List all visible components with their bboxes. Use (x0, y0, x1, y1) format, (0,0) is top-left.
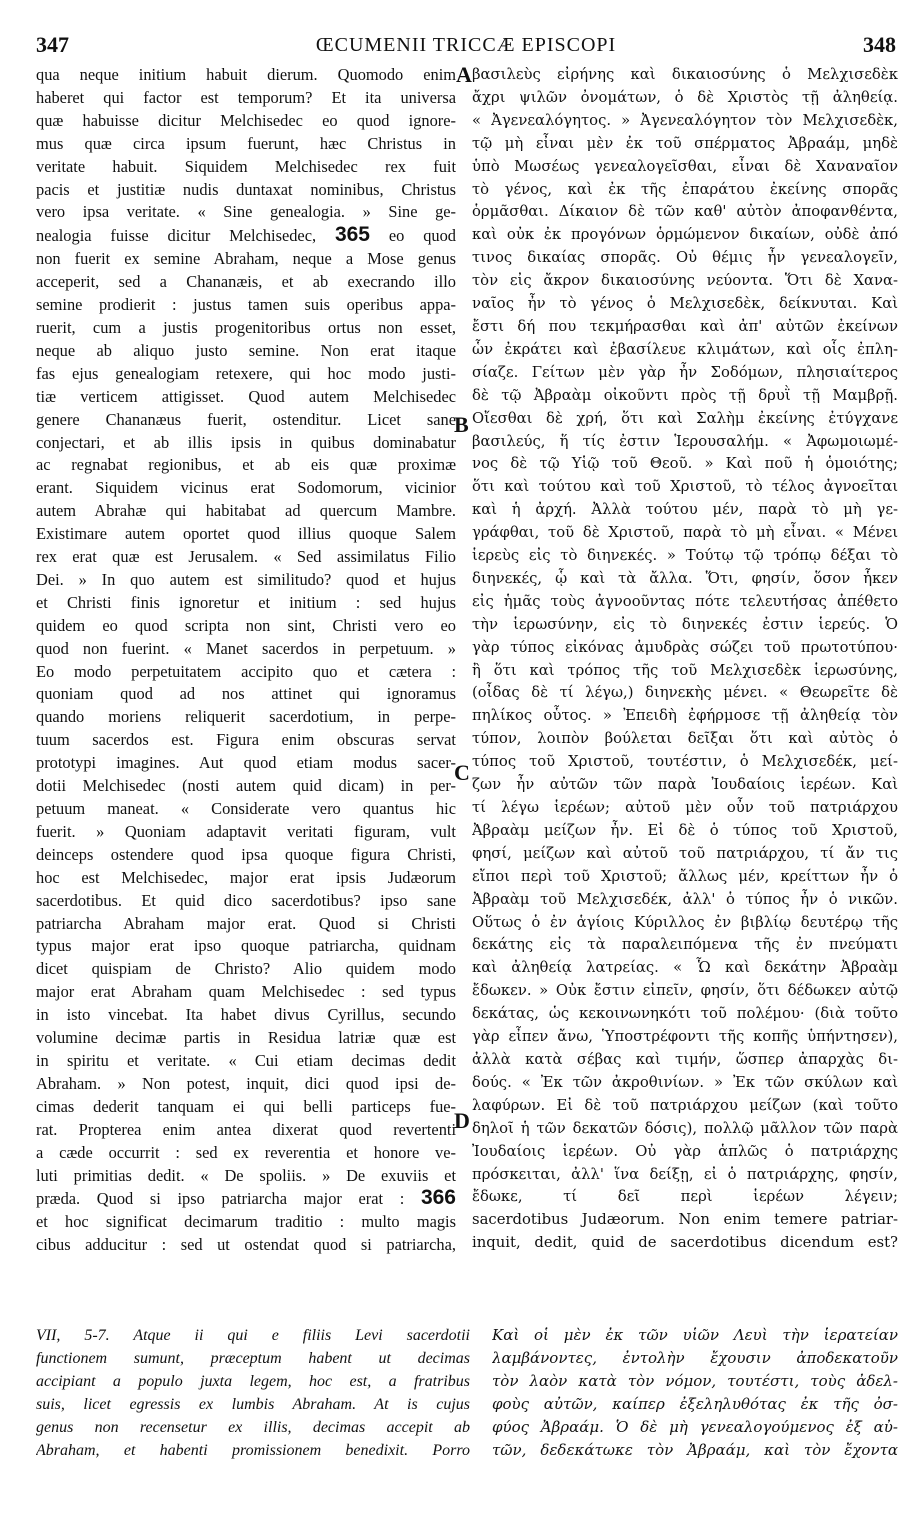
verse-greek-text (492, 1324, 898, 1462)
latin-column (36, 64, 456, 1257)
greek-text-line: inquit, dedit, quid de sacerdotibus dicendum est? (472, 1234, 898, 1252)
greek-text-line: δεκάτης εἰς τὰ παραλειπόμενα τῆς ἐν πνεύματι (472, 936, 898, 954)
latin-text-fragment: eo quod (370, 226, 456, 246)
greek-text-line: Ἰουδαίοις ἱερέων. Οὐ γὰρ ἁπλῶς ὁ πατριάρχης (472, 1142, 898, 1160)
greek-text-line: Οὕτως ὁ ἐν ἁγίοις Κύριλλος ἐν βιβλίῳ δευτέρῳ τῆς (472, 913, 898, 931)
latin-text-line: deinceps ostendere quod ipsa quoque figura Christi, (36, 844, 456, 864)
latin-text-line: conjectari, et ab illis ipsis in quibus dominabatur (36, 432, 456, 452)
latin-text-line: acceperit, sed a Chananæis, et ab execrando illo (36, 272, 456, 292)
greek-text-line: τὸν εἰς ἄκρον δικαιοσύνης νεύοντα. Ὅτι δὲ Χανα- (472, 272, 898, 290)
latin-text-line: Dei. » In quo autem est similitudo? quod et hujus (36, 569, 456, 589)
latin-text-line: non fuerit ex semine Abraham, neque a Mose genus (36, 249, 456, 269)
latin-text-line: præda. Quod si ipso patriarcha major erat : 366 (36, 1187, 456, 1210)
latin-text-line: dicet quispiam de Christo? Alio quidem modo (36, 959, 456, 979)
verse-greek-line: λαμβάνοντες, ἐντολὴν ἔχουσιν ἀποδεκατοῦν (492, 1349, 898, 1367)
latin-text-line: semine prodierit : justus tamen suis operibus appa- (36, 295, 456, 315)
latin-text-line: quæ habuisse dicitur Melchisedec eo quod ignore- (36, 110, 456, 130)
page-header (36, 32, 896, 60)
latin-text-line: genere Chananæus fuerit, ostenditur. Licet sane (36, 409, 456, 429)
greek-text-line: Ἀβραὰμ μείζων ἦν. Εἰ δὲ ὁ τύπος τοῦ Χριστοῦ, (472, 821, 898, 839)
column-number-365: 365 (334, 224, 370, 247)
greek-column (472, 64, 898, 1255)
greek-text-line: ἔδωκεν. » Οὐκ ἔστιν εἰπεῖν, φησίν, ὅτι δέδωκεν αὐτῷ (472, 982, 898, 1000)
verse-greek-line: τῶν, δεδεκάτωκε τὸν Ἀβραάμ, καὶ τὸν ἔχοντα (492, 1441, 898, 1459)
greek-text-line: καὶ ἡ ἀρχή. Ἀλλὰ τούτου μέν, παρὰ τὸ μὴ γε- (472, 501, 898, 519)
greek-text-line: εἴποι περὶ τοῦ Χριστοῦ; ἄλλως μέν, κρείττων ἦν ὁ (472, 867, 898, 885)
greek-text-line: sacerdotibus Judæorum. Non enim temere patriar- (472, 1211, 898, 1229)
latin-text-line: dotii Melchisedec (nosti autem quid dicam) in per- (36, 776, 456, 796)
latin-text-line: rat. Propterea enim antea dixerat quod revertenti (36, 1119, 456, 1139)
latin-text-line: patriarcha Abraham major erat. Quod si Christi (36, 913, 456, 933)
greek-text-line: πρόσκειται, ἀλλ' ἵνα δείξῃ, εἰ ὁ πατριάρχης, φησίν, (472, 1165, 898, 1183)
verse-latin-line: genus non recensetur ex illis, decimas accepit ab (36, 1419, 470, 1436)
greek-text-line: ὁρμᾶσθαι. Δίκαιον δὲ τῶν καθ' αὐτὸν ἀποφανθέντα, (472, 203, 898, 221)
greek-text-line: δούς. « Ἐκ τῶν ἀκροθινίων. » Ἐκ τῶν σκύλων καὶ (472, 1073, 898, 1091)
verse-greek-line: φύος Ἀβραάμ. Ὁ δὲ μὴ γενεαλογούμενος ἐξ αὐ- (492, 1418, 898, 1436)
latin-text-line: haberet qui factor est temporum? Et ita universa (36, 87, 456, 107)
greek-text-line: γὰρ τύπος εἰκόνας ἀμυδρὰς σώζει τοῦ πρωτοτύπου· (472, 638, 898, 656)
greek-text-line: διηνεκές, ᾧ καὶ τὰ ἄλλα. Ὅτι, φησίν, ὅσον ἧκεν (472, 569, 898, 587)
latin-text-line: prototypi imagines. Aut quod etiam modus sacer- (36, 753, 456, 773)
greek-text-line: σίαζε. Γείτων μὲν γὰρ ἦν Σοδόμων, πλησιαίτερος (472, 363, 898, 381)
greek-text-line: ἱερεὺς εἰς τὸ διηνεκές. » Τούτῳ τῷ τρόπῳ δέξαι τὸ (472, 547, 898, 565)
greek-text-line: ἔδωκε, τί δεῖ περὶ ἱερέων λέγειν; (472, 1188, 898, 1206)
section-marker-d: D (454, 1108, 470, 1133)
greek-text-line: ζων ἦν αὐτῶν τῶν παρὰ Ἰουδαίοις ἱερέων. Καὶ (472, 776, 898, 794)
greek-text-line: Οἴεσθαι δὲ χρή, ὅτι καὶ Σαλὴμ ἐκείνης ἐτύγχανε (472, 409, 898, 427)
column-number-366: 366 (420, 1187, 456, 1210)
latin-text-line: et hoc significat decimarum traditio : multo magis (36, 1212, 456, 1232)
right-page-number: 348 (863, 32, 896, 57)
greek-text-line: καὶ ἀληθείᾳ λατρείας. « Ὧ καὶ δεκάτην Ἀβραὰμ (472, 959, 898, 977)
greek-text-line: νος δὲ τῷ Υἱῷ τοῦ Θεοῦ. » Καὶ ποῦ ἡ ὁμοιότης; (472, 455, 898, 473)
greek-text-line: εἰς ἡμᾶς τοὺς ἀγνοοῦντας πότε τελευτήσας ἀπέθετο (472, 592, 898, 610)
greek-text-line: « Ἀγενεαλόγητος. » Ἀγενεαλόγητον τὸν Μελχισεδὲκ, (472, 111, 898, 129)
latin-text-line: vero ipsa veritate. « Sine genealogia. » Sine ge- (36, 202, 456, 222)
latin-text-line: a cæde occurrit : sed ex reverentia et honore ve- (36, 1142, 456, 1162)
latin-text-line: veritate habuit. Siquidem Melchisedec rex fuit (36, 156, 456, 176)
latin-text-line: in spiritu et veritate. « Cui etiam decimas dedit (36, 1050, 456, 1070)
greek-text-line: τῷ μὴ εἶναι μὲν ἐκ τοῦ σπέρματος Ἀβραάμ, μηδὲ (472, 134, 898, 152)
running-title: ŒCUMENII TRICCÆ EPISCOPI (315, 34, 617, 56)
section-marker-b: B (454, 412, 469, 437)
latin-text-line: volumine decimæ partis in Residua latriæ quæ est (36, 1028, 456, 1048)
verse-greek-line: Καὶ οἱ μὲν ἐκ τῶν υἱῶν Λευὶ τὴν ἱερατείαν (492, 1326, 898, 1344)
greek-text-line: ὑπὸ Μωσέως γενεαλογεῖσθαι, εἶναι δὲ Χαναναῖον (472, 157, 898, 175)
latin-text-line: tuum sacerdos est. Figura enim obscuras servat (36, 730, 456, 750)
greek-text-line: τὴν ἱερωσύνην, εἰς τὸ διηνεκές ἐστιν ἱερεύς. Ὁ (472, 615, 898, 633)
greek-text-line: ἀλλὰ κατὰ σέβας καὶ τιμήν, ὥσπερ ἀπαρχὰς δι- (472, 1050, 898, 1068)
greek-text-line: καὶ οὐκ ἐκ προγόνων ὁρμώμενον δικαίων, οὐδὲ ἀπό (472, 226, 898, 244)
greek-text-line: πηλίκος οὗτος. » Ἐπειδὴ ἐφήρμοσε τῇ ἀληθείᾳ τὸν (472, 707, 898, 725)
greek-text-line: λαφύρων. Εἰ δὲ τοῦ πατριάρχου μείζων (καὶ τοῦτο (472, 1096, 898, 1114)
latin-text-line: quod non fuerint. « Manet sacerdos in perpetuum. » (36, 638, 456, 658)
greek-text-line: τί λέγω ἱερέων; αὐτοῦ μὲν οὖν τοῦ πατριάρχου (472, 799, 898, 816)
latin-text-line: quidem eo quod scripta non sint, Christi vero eo (36, 615, 456, 635)
latin-text-line: ruerit, cum a justis progenitoribus ortus non esset, (36, 317, 456, 337)
latin-text-line: fas ejus genealogiam retexere, qui hoc modo justi- (36, 363, 456, 383)
latin-text-line: luti primitias dedit. « De spoliis. » De exuviis et (36, 1165, 456, 1185)
greek-text-line: δηλοῖ ἡ τῶν δεκατῶν δόσις), πολλῷ μᾶλλον τῶν παρὰ (472, 1119, 898, 1137)
latin-text-line: rex erat quæ est Jerusalem. « Sed assimilatus Filio (36, 547, 456, 567)
greek-text-line: φησί, μείζων καὶ αὐτοῦ τοῦ πατριάρχου, τί ἄν τις (472, 844, 898, 862)
latin-text-line: major erat Abraham quam Melchisedec : sed typus (36, 982, 456, 1002)
greek-text-line: (οἶδας δὲ τί λέγω,) διηνεκὴς μένει. « Θεωρεῖτε δὲ (472, 684, 898, 702)
latin-text-line: tiæ verticem attigisset. Quod autem Melchisedec (36, 386, 456, 406)
latin-text-line: cibus adducitur : sed ut ostendat quod si patriarcha, (36, 1235, 456, 1255)
greek-text-line: βασιλεὺς εἰρήνης καὶ δικαιοσύνης ὁ Μελχισεδὲκ (472, 66, 898, 83)
latin-text-line: et Christi finis ignoretur et initium : sed hujus (36, 592, 456, 612)
greek-text-line: τύπον, λοιπὸν βούλεται δεῖξαι ὅτι καὶ αὐτὸς ὁ (472, 730, 898, 748)
section-marker-a: A (456, 62, 472, 87)
verse-latin-line: VII, 5-7. Atque ii qui e filiis Levi sacerdotii (36, 1327, 470, 1344)
latin-text-line: neque ab aliquo justo semine. Non erat itaque (36, 340, 456, 360)
greek-text-line: Ἀβραὰμ τοῦ Μελχισεδέκ, ἀλλ' ὁ τύπος ἦν ὁ νικῶν. (472, 890, 898, 908)
latin-text-line: erant. Siquidem vicinus erat Sodomorum, vicinior (36, 478, 456, 498)
verse-greek-line: τὸν λαὸν κατὰ τὸν νόμον, τουτέστι, τοὺς ἀδελ- (492, 1372, 898, 1390)
greek-text-line: ὅτι καὶ τούτου καὶ τοῦ Χριστοῦ, τὸ τέλος ἀγνοεῖται (472, 478, 898, 496)
greek-text-line: ἄχρι ψιλῶν ὀνομάτων, ὁ δὲ Χριστὸς τῇ ἀληθείᾳ. (472, 88, 898, 106)
verse-latin-text (36, 1324, 470, 1462)
latin-text-line: autem Abrahæ qui habitabat ad quercum Mambre. (36, 501, 456, 521)
latin-text-line: nealogia fuisse dicitur Melchisedec, 365 eo quod (36, 224, 456, 247)
verse-latin-line: suis, licet egressis ex lumbis Abraham. At is cujus (36, 1396, 470, 1413)
greek-text-line: ἢ ὅτι καὶ τρόπος τῆς τοῦ Μελχισεδὲκ ἱερωσύνης, (472, 661, 898, 679)
latin-text-line: Existimare autem oportet quod illius quoque Salem (36, 524, 456, 544)
latin-text-line: sacerdotibus. Et quid dico sacerdotibus? ipso sane (36, 890, 456, 910)
greek-text-line: τὸ γένος, καὶ ἐκ τῆς ἐπαράτου ἐκείνης σπορᾶς (472, 180, 898, 198)
latin-text-line: hoc est Melchisedec, major erat ipsis Judæorum (36, 867, 456, 887)
greek-text-line: ὧν ἐκράτει καὶ ἐβασίλευε κλιμάτων, καὶ οἷς ἐπλη- (472, 340, 898, 358)
latin-text-line: Abraham. » Non potest, inquit, dici quod ipsi de- (36, 1073, 456, 1093)
latin-text-line: pacis et justitiæ nudis duntaxat nominibus, Christus (36, 179, 456, 199)
latin-text-line: petuum maneat. « Considerate vero quantus hic (36, 799, 456, 818)
verse-latin-line: accipiant a populo juxta legem, hoc est, a fratribus (36, 1373, 470, 1390)
greek-text-line: ναῖος ἦν τὸ γένος ὁ Μελχισεδὲκ, δείκνυται. Καὶ (472, 295, 898, 313)
greek-text-line: γράφθαι, τοῦ δὲ Χριστοῦ, παρὰ τὸ μὴ εἶναι. « Μένει (472, 524, 898, 542)
verse-latin-line: Abraham, et habenti promissionem benedixit. Porro (36, 1442, 470, 1459)
section-marker-c: C (454, 760, 470, 785)
greek-text-line: δεκάτας, ὡς κεκοινωνηκότι τοῦ πολέμου· (διὰ τοῦτο (472, 1005, 898, 1023)
latin-text-line: quando moriens reliquerit sacerdotium, in perpe- (36, 707, 456, 727)
latin-text-line: fuerit. » Quoniam adaptavit veritati figuram, vult (36, 821, 456, 841)
latin-text-line: ac regnabat regionibus, et ab eis quæ proximæ (36, 455, 456, 475)
greek-text-line: γὰρ εἶπεν ἄνω, Ὑποστρέφοντι τῆς κοπῆς ὑπήντησεν), (472, 1028, 898, 1046)
latin-text-line: in isto vincebat. Ita habet divus Cyrillus, secundo (36, 1005, 456, 1025)
greek-text-line: τινος δικαίας σπορᾶς. Οὐ θέμις ἦν γενεαλογεῖν, (472, 249, 898, 267)
greek-text-line: τύπος τοῦ Χριστοῦ, τουτέστιν, ὁ Μελχισεδέκ, μεί- (472, 753, 898, 771)
greek-text-line: ἔστι δή που τεκμήρασθαι καὶ ἀπ' αὐτῶν ἐκείνων (472, 317, 898, 335)
latin-text-line: mus quæ circa ipsum fuerunt, hæc Christus in (36, 133, 456, 153)
latin-text-line: quoniam quod ad nos attinet qui ignoramus (36, 684, 456, 704)
greek-text-line: δὲ τῷ Ἀβραὰμ οἰκοῦντι πρὸς τῇ δρυῒ τῇ Μαμβρῇ. (472, 386, 898, 404)
verse-latin-line: functionem sumunt, præceptum habent ut decimas (36, 1350, 470, 1367)
latin-text-line: qua neque initium habuit dierum. Quomodo enim (36, 65, 456, 84)
latin-text-line: Eo modo perpetuitatem accipito quo et cætera : (36, 661, 456, 681)
left-page-number: 347 (36, 32, 69, 57)
latin-text-line: typus major erat ipso quoque patriarcha, quidnam (36, 936, 456, 956)
greek-text-line: βασιλεύς, ἥ τίς ἐστιν Ἱερουσαλήμ. « Ἀφωμοιωμέ- (472, 432, 898, 450)
verse-greek-line: φοὺς αὐτῶν, καίπερ ἐξεληλυθότας ἐκ τῆς ὀσ- (492, 1395, 898, 1413)
latin-text-line: cimas dederit tanquam ei qui belli particeps fue- (36, 1096, 456, 1116)
